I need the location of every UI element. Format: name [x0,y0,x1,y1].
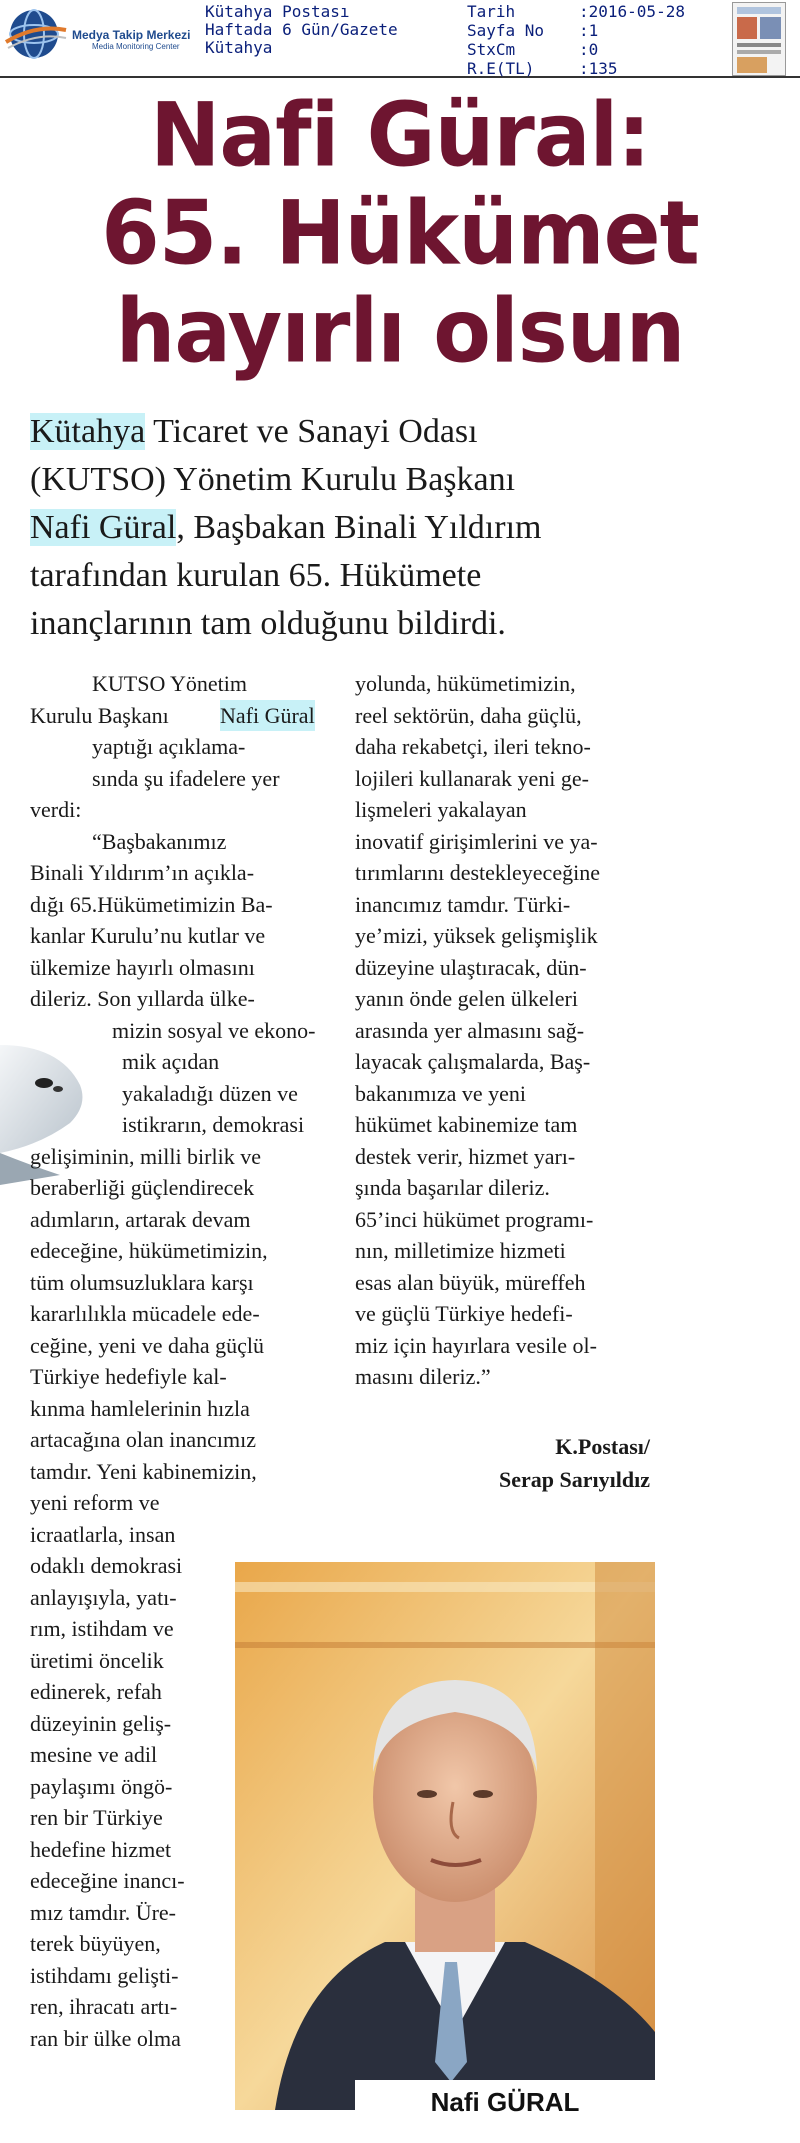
article-line: 65’inci hükümet programı- [355,1206,594,1232]
lead-paragraph [30,408,670,648]
article-line: hükümet kabinemize tam [355,1112,578,1137]
article-line: yanın önde gelen ülkeleri [355,986,578,1011]
article-line: yeni reform ve [30,1490,160,1515]
article-line: reel sektörün, daha güçlü, [355,702,582,728]
headline-line: 65. Hükümet [101,181,699,285]
headline-line: Nafi Güral: [150,83,650,187]
lead-text: , Başbakan Binali Yıldırım [176,509,542,546]
meta-value: :1 [579,21,599,40]
article-line: masını dileriz.” [355,1364,491,1389]
article-line: yaptığı açıklama- [92,734,246,759]
article-line: odaklı demokrasi [30,1553,183,1578]
article-line: edeceğine, hükümetimizin, [30,1238,268,1263]
article-line: hedefine hizmet [30,1836,172,1862]
lead-text: tarafından kurulan 65. Hükümete [30,557,482,594]
article-line: üretimi öncelik [30,1647,164,1673]
article-line: artacağına olan inancımız [30,1427,256,1452]
article-line: inancımız tamdır. Türki- [355,891,571,917]
article-line: miz için hayırlara vesile ol- [355,1332,597,1358]
article-line: istikrarın, demokrasi [122,1112,305,1137]
meta-value: :0 [579,40,599,59]
article-line: ceğine, yeni ve daha güçlü [30,1332,264,1358]
article-line: düzeyine ulaştıracak, dün- [355,954,587,980]
clipping-meta [467,2,685,78]
article-line: adımların, artarak devam [30,1206,251,1232]
article-line: inovatif girişimlerini ve ya- [355,828,598,854]
clipping-header [0,0,800,78]
article-line: “Başbakanımız [92,828,227,854]
article-line: daha rekabetçi, ileri tekno- [355,734,591,759]
lead-text: inançlarının tam olduğunu bildirdi. [30,605,506,642]
article-line: dileriz. Son yıllarda ülke- [30,986,255,1011]
globe-logo-icon [4,6,68,62]
article-line: kanlar Kurulu’nu kutlar ve [30,923,266,948]
meta-label: R.E(TL) [467,59,535,78]
byline [420,1430,650,1496]
article-line: bakanımıza ve yeni [355,1080,527,1106]
article-line: şında başarılar dileriz. [355,1175,550,1200]
photo-caption: Nafi GÜRAL [355,2080,655,2124]
meta-label: StxCm [467,40,516,59]
publication-name: Kütahya Postası [205,2,350,21]
article-line: yolunda, hükümetimizin, [355,671,576,696]
article-line: Binali Yıldırım’ın açıkla- [30,860,255,885]
highlighted-keyword: Nafi Güral [30,509,177,546]
article-line: nın, milletimize hizmeti [355,1238,566,1263]
article-line: kınma hamlelerinin hızla [30,1395,250,1421]
article-line: terek büyüyen, [30,1931,161,1956]
article-line: paylaşımı öngö- [30,1773,173,1799]
article-line: verdi: [30,797,82,822]
article-line: tüm olumsuzluklara karşı [30,1269,254,1295]
lead-text: (KUTSO) Yönetim Kurulu Başkanı [30,461,516,498]
article-line: mik açıdan [122,1049,220,1074]
article-line: icraatlarla, insan [30,1521,176,1547]
article-line: ran bir ülke olma [30,2025,181,2051]
article-line: rım, istihdam ve [30,1616,174,1641]
article-line: dığı 65.Hükümetimizin Ba- [30,891,273,917]
portrait-photo [235,1562,655,2110]
article-line: Nafi Güral [220,700,315,732]
article-line: Türkiye hedefiyle kal- [30,1364,227,1389]
article-line: mizin sosyal ve ekono- [112,1017,316,1043]
publication-frequency: Haftada 6 Gün/Gazete [205,20,398,39]
article-line: anlayışıyla, yatı- [30,1584,177,1610]
byline-source: K.Postası/ [555,1434,650,1459]
byline-author: Serap Sarıyıldız [499,1467,650,1492]
article-line: layacak çalışmalarda, Baş- [355,1049,591,1074]
meta-label: Tarih [467,2,516,21]
article-line: gelişiminin, milli birlik ve [30,1143,261,1169]
article-line: ülkemize hayırlı olmasını [30,954,255,980]
article-line: lişmeleri yakalayan [355,797,527,822]
highlighted-keyword: Kütahya [30,413,146,450]
article-line: edeceğine inancı- [30,1868,185,1893]
headline-line: hayırlı olsun [115,279,685,383]
article-column-right [355,668,660,1393]
article-line: tamdır. Yeni kabinemizin, [30,1458,257,1484]
page-thumbnail[interactable] [732,2,786,76]
logo-subtitle: Media Monitoring Center [92,42,180,51]
meta-value: :2016-05-28 [579,2,685,21]
publication-city: Kütahya [205,38,273,57]
article-line: Kurulu Başkanı [30,702,169,728]
article-line: lojileri kullanarak yeni ge- [355,765,589,791]
article-line: tırımlarını destekleyeceğine [355,860,600,885]
article-line: edinerek, refah [30,1679,162,1704]
article-line: sında şu ifadelere yer [92,765,280,791]
logo-name: Medya Takip Merkezi [72,28,191,42]
article-line: düzeyinin geliş- [30,1710,172,1736]
meta-page [467,21,685,40]
headline [0,83,800,383]
meta-ad-value [467,59,685,78]
article-line: yakaladığı düzen ve [122,1080,298,1106]
article-line: esas alan büyük, müreffeh [355,1269,586,1295]
lead-text: Ticaret ve Sanayi Odası [145,413,478,450]
article-line: KUTSO Yönetim [92,671,248,696]
meta-date [467,2,685,21]
article-line: mesine ve adil [30,1742,158,1767]
article-line: mız tamdır. Üre- [30,1899,177,1925]
article-line: arasında yer almasını sağ- [355,1017,585,1043]
article-line: beraberliği güçlendirecek [30,1175,255,1200]
article-line: kararlılıkla mücadele ede- [30,1301,260,1326]
meta-stxcm [467,40,685,59]
article-line: ren, ihracatı artı- [30,1994,178,2019]
article-line: istihdamı gelişti- [30,1962,179,1988]
article-line: ye’mizi, yüksek gelişmişlik [355,923,598,948]
article-line: ve güçlü Türkiye hedefi- [355,1301,573,1326]
meta-label: Sayfa No [467,21,545,40]
article-line: destek verir, hizmet yarı- [355,1143,576,1169]
meta-value: :135 [579,59,618,78]
article-line: ren bir Türkiye [30,1805,163,1830]
